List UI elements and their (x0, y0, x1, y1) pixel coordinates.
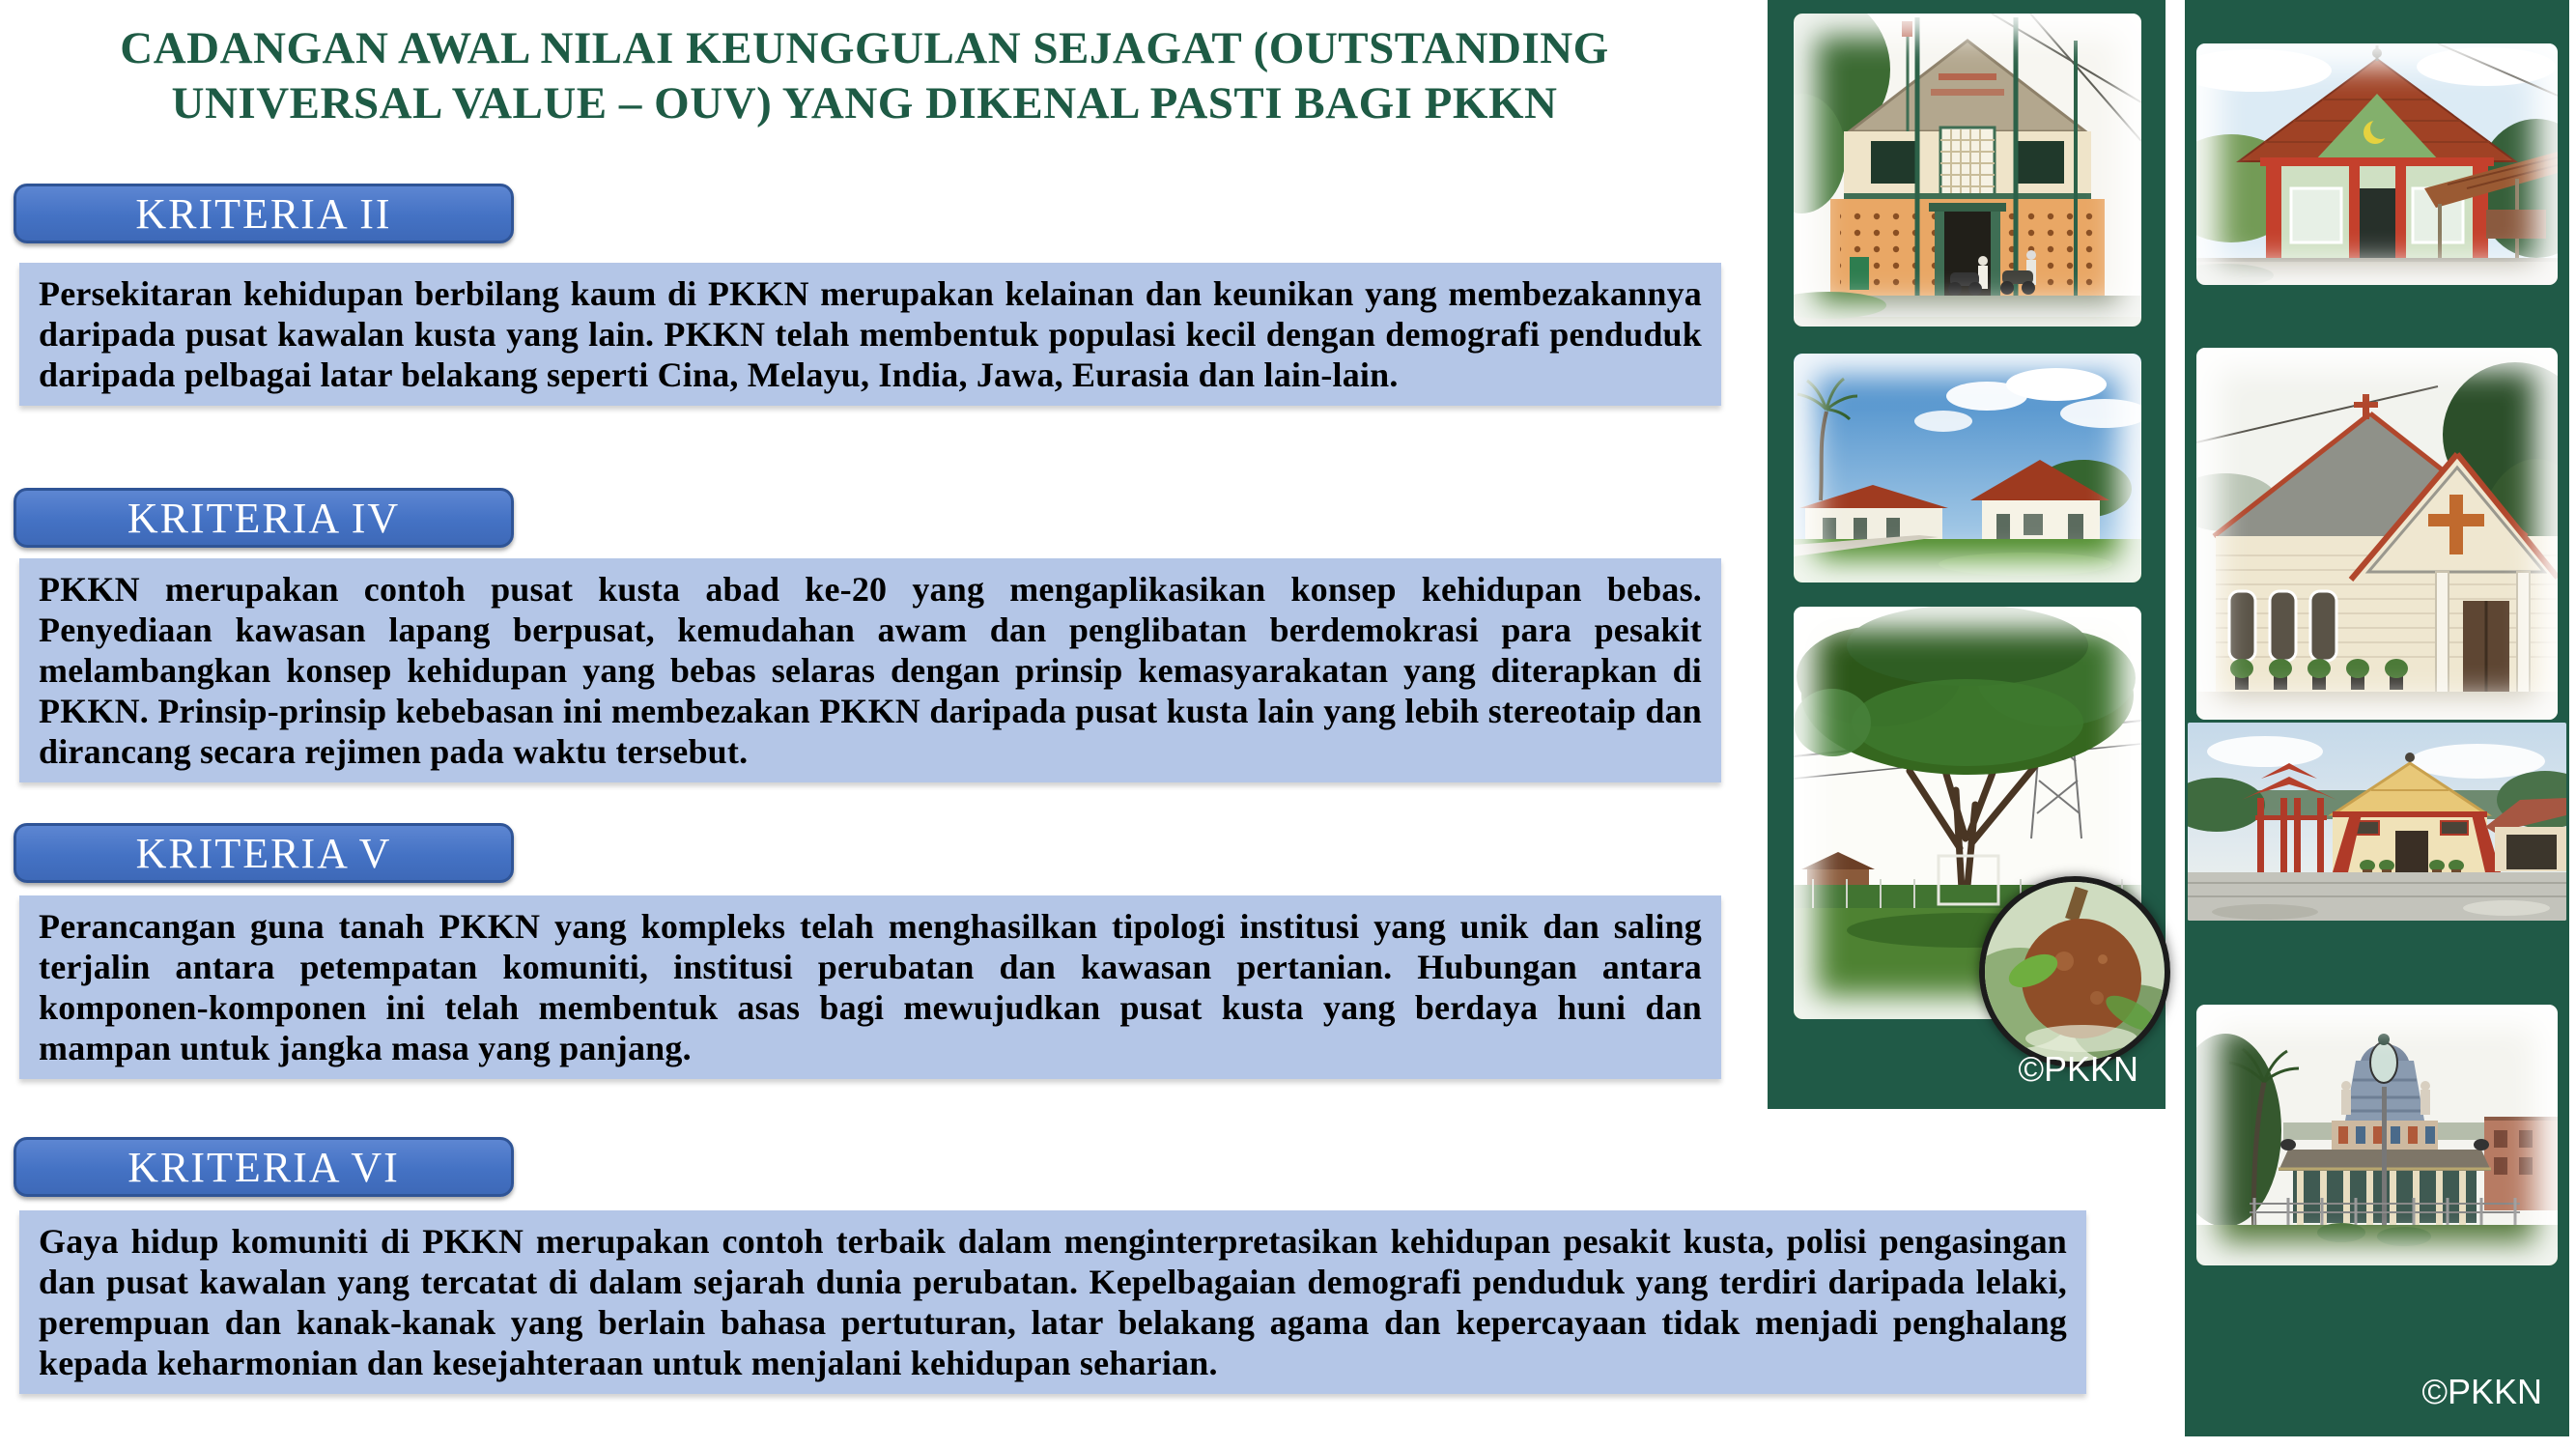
photo-hindu-temple (2196, 1005, 2558, 1265)
photo-church (2196, 348, 2558, 720)
kriteria-6-text: Gaya hidup komuniti di PKKN merupakan contoh terbaik dalam menginterpretasikan kehidupan pesakit kusta, polisi pengasingan dan pusat kawalan yang tercatat di dalam sejarah dunia perubatan. Kepelbagaian demografi penduduk yang terdiri daripada lelaki, perempuan dan kanak-kanak yang berlain bahasa pertuturan, latar belakang agama dan kepercayaan tidak menjadi penghalang kepada keharmonian dan kesejahteraan untuk menjalani kehidupan seharian. (19, 1210, 2086, 1394)
kriteria-2-button[interactable] (14, 184, 514, 243)
kriteria-6-label: KRITERIA VI (127, 1143, 400, 1191)
photo-chinese-temple (2188, 723, 2566, 921)
photo-column-right (2185, 0, 2569, 1436)
photo-credit-left: ©PKKN (2018, 1049, 2138, 1089)
photo-mosque (2196, 43, 2558, 285)
kriteria-2-label: KRITERIA II (135, 189, 392, 238)
kriteria-2-text: Persekitaran kehidupan berbilang kaum di PKKN merupakan kelainan dan keunikan yang membezakannya daripada pusat kawalan kusta yang lain. PKKN telah membentuk populasi kecil dengan demografi penduduk daripada pelbagai latar belakang seperti Cina, Melayu, India, Jawa, Eurasia dan lain-lain. (19, 263, 1721, 406)
photo-patient-chalets (1794, 354, 2141, 582)
kriteria-5-text: Perancangan guna tanah PKKN yang kompleks telah menghasilkan tipologi institusi yang unik dan saling terjalin antara petempatan komuniti, institusi perubatan dan kawasan pertanian. Hubungan antara komponen-komponen ini telah membentuk asas bagi mewujudkan pusat kusta yang berdaya huni dan mampan untuk jangka masa yang panjang. (19, 895, 1721, 1079)
kriteria-4-text: PKKN merupakan contoh pusat kusta abad ke-20 yang mengaplikasikan konsep kehidupan bebas. Penyediaan kawasan lapang berpusat, kemudahan awam dan penglibatan berdemokrasi para pesakit melambangkan konsep kehidupan yang bebas selaras dengan prinsip kemasyarakatan yang diterapkan di PKKN. Prinsip-prinsip kebebasan ini membezakan PKKN daripada pusat kusta lain yang lebih stereotaip dan dirancang secara rejimen pada waktu tersebut. (19, 558, 1721, 782)
page-title: CADANGAN AWAL NILAI KEUNGGULAN SEJAGAT (OUTSTANDING UNIVERSAL VALUE – OUV) YANG DIKENAL PASTI BAGI PKKN (120, 23, 1609, 129)
fruit-inset-photo (1979, 876, 2170, 1067)
photo-community-hall (1794, 14, 2141, 327)
kriteria-5-button[interactable] (14, 823, 514, 883)
kriteria-4-label: KRITERIA IV (127, 494, 401, 542)
kriteria-6-button[interactable] (14, 1137, 514, 1197)
photo-credit-right: ©PKKN (2421, 1372, 2542, 1411)
photo-column-left (1768, 0, 2166, 1109)
kriteria-4-button[interactable] (14, 488, 514, 548)
kriteria-5-label: KRITERIA V (135, 829, 392, 877)
